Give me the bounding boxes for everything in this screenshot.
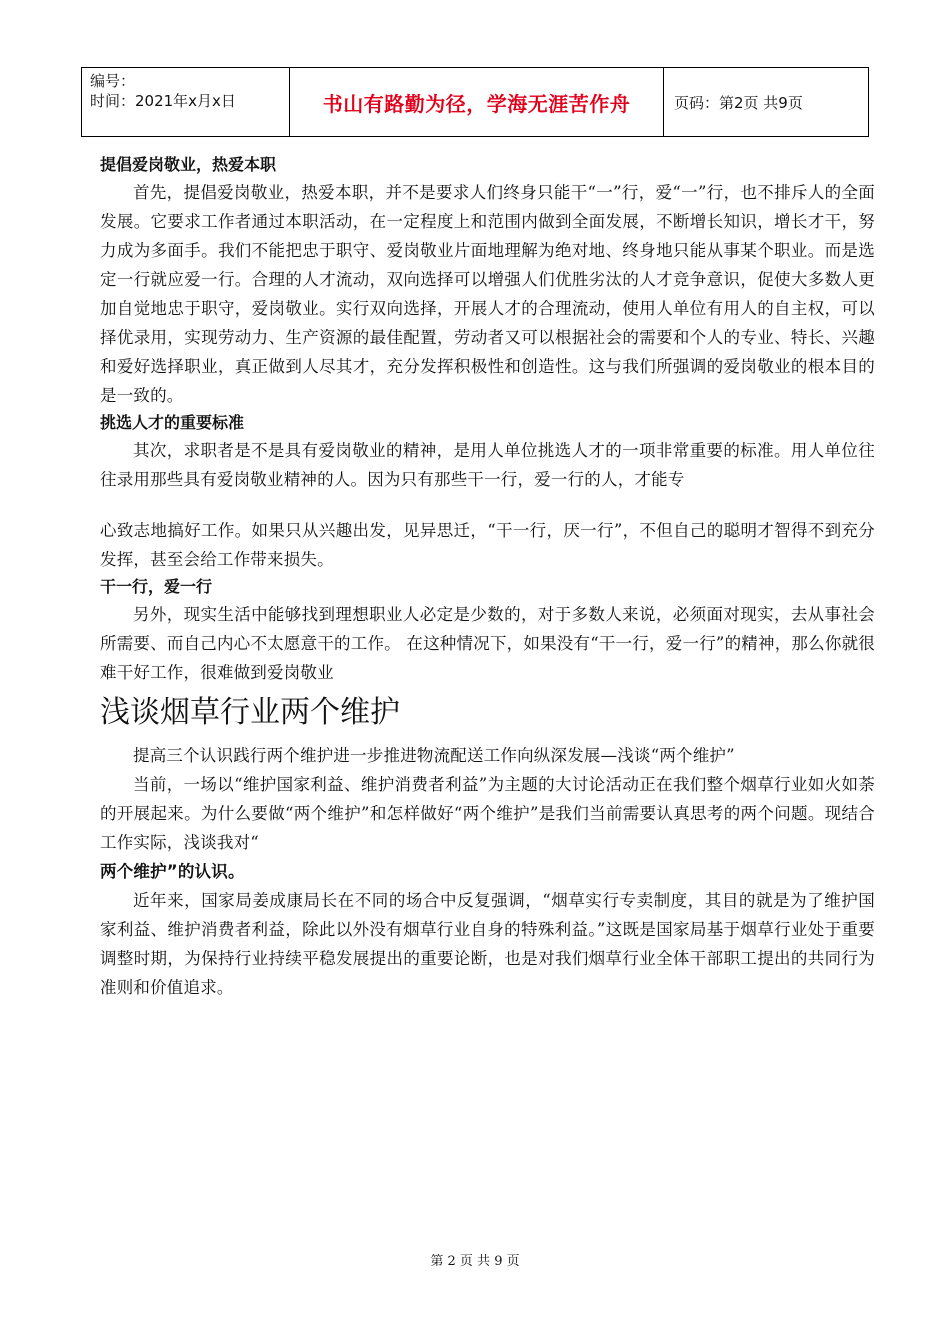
paragraph: 提高三个认识践行两个维护进一步推进物流配送工作向纵深发展—浅谈“两个维护” bbox=[133, 746, 735, 765]
paragraph: 两个维护”的认识。 bbox=[100, 862, 245, 881]
header-meta bbox=[82, 68, 290, 137]
paragraph: 近年来，国家局姜成康局长在不同的场合中反复强调，“烟草实行专卖制度，其目的就是为了维护国家利益、维护消费者利益，除此以外没有烟草行业自身的特殊利益。”这既是国家局基于烟草行业处于重要调整时期，为保持行业持续平稳发展提出的重要论断，也是对我们烟草行业全体干部职工提出的共同行为准则和价值追求。 bbox=[100, 891, 875, 997]
paragraph: 另外，现实生活中能够找到理想职业人必定是少数的，对于多数人来说，必须面对现实，去从事社会所需要、而自己内心不太愿意干的工作。 在这种情况下，如果没有“干一行，爱一行”的精神，那么你就很难干好工作，很难做到爱岗敬业 bbox=[100, 605, 875, 682]
paragraph: 首先，提倡爱岗敬业，热爱本职，并不是要求人们终身只能干“一”行，爱“一”行，也不排斥人的全面发展。它要求工作者通过本职活动，在一定程度上和范围内做到全面发展，不断增长知识，增长才干，努力成为多面手。我们不能把忠于职守、爱岗敬业片面地理解为绝对地、终身地只能从事某个职业。而是选定一行就应爱一行。合理的人才流动，双向选择可以增强人们优胜劣汰的人才竞争意识，促使大多数人更加自觉地忠于职守，爱岗敬业。实行双向选择，开展人才的合理流动，使用人单位有用人的自主权，可以择优录用，实现劳动力、生产资源的最佳配置，劳动者又可以根据社会的需要和个人的专业、特长、兴趣和爱好选择职业，真正做到人尽其才，充分发挥积极性和创造性。这与我们所强调的爱岗敬业的根本目的是一致的。 bbox=[100, 183, 875, 405]
document-body bbox=[100, 152, 875, 1002]
page-footer: 第 2 页 共 9 页 bbox=[430, 1254, 520, 1269]
section-heading-3: 干一行，爱一行 bbox=[100, 577, 213, 596]
section-heading-1: 提倡爱岗敬业，热爱本职 bbox=[100, 155, 277, 174]
header-motto: 书山有路勤为径，学海无涯苦作舟 bbox=[290, 68, 664, 137]
header-table bbox=[81, 67, 869, 137]
section-heading-2: 挑选人才的重要标准 bbox=[100, 413, 245, 432]
document-time-label: 时间：2021年x月x日 bbox=[90, 92, 236, 110]
main-title: 浅谈烟草行业两个维护 bbox=[100, 695, 400, 730]
paragraph: 其次，求职者是不是具有爱岗敬业的精神，是用人单位挑选人才的一项非常重要的标准。用人单位往往录用那些具有爱岗敬业精神的人。因为只有那些干一行，爱一行的人，才能专 bbox=[100, 441, 875, 489]
paragraph: 当前，一场以“维护国家利益、维护消费者利益”为主题的大讨论活动正在我们整个烟草行业如火如荼的开展起来。为什么要做“两个维护”和怎样做好“两个维护”是我们当前需要认真思考的两个问题。现结合工作实际，浅谈我对“ bbox=[100, 775, 875, 852]
paragraph: 心致志地搞好工作。如果只从兴趣出发，见异思迁，“干一行，厌一行”，不但自己的聪明才智得不到充分发挥，甚至会给工作带来损失。 bbox=[100, 521, 875, 569]
header-page-info: 页码：第2页 共9页 bbox=[664, 68, 869, 137]
document-number-label: 编号： bbox=[90, 72, 136, 90]
